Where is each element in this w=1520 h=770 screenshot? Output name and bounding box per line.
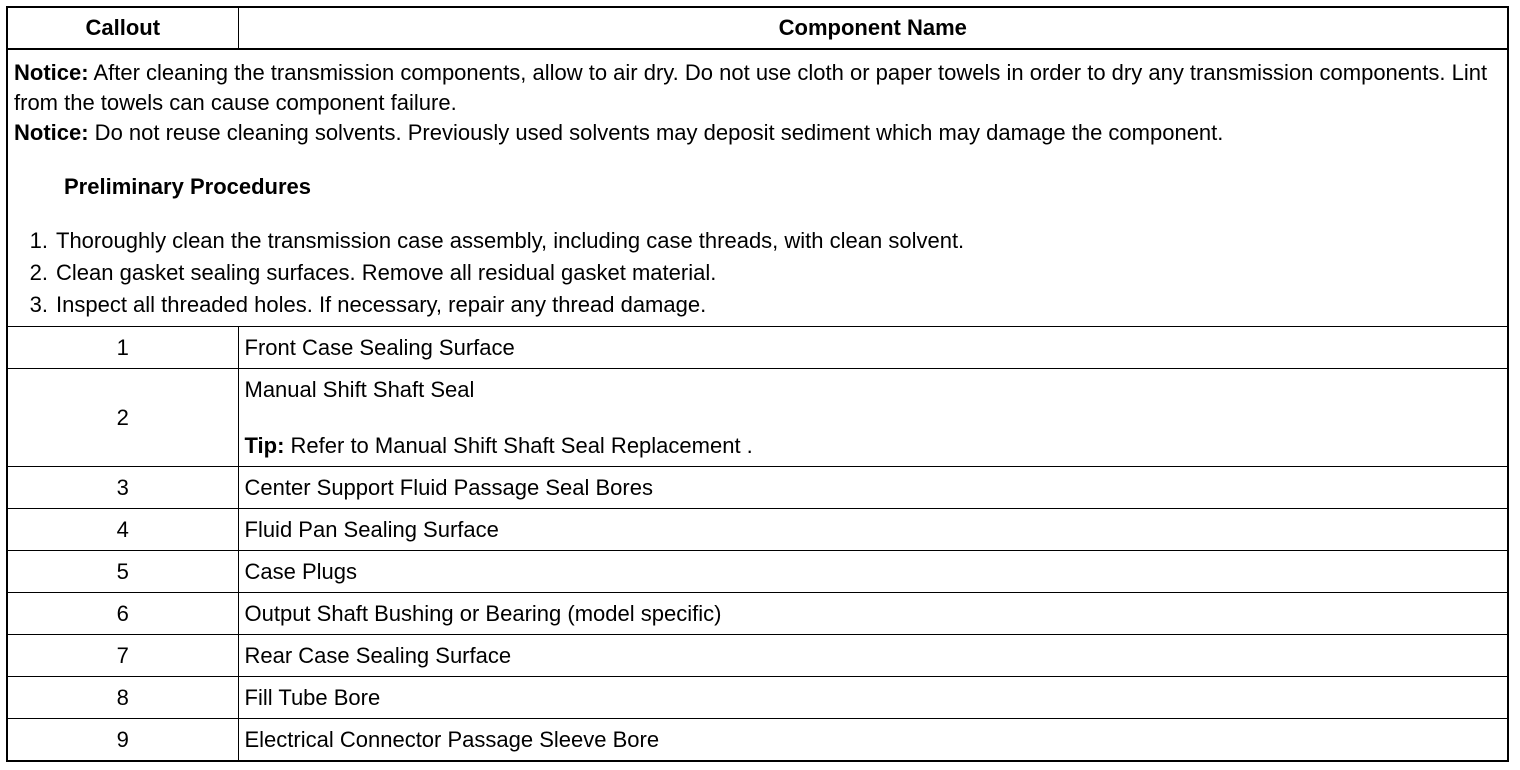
notice-2	[14, 118, 1501, 148]
table-header-row	[7, 7, 1508, 49]
callout-cell: 8	[7, 677, 238, 719]
callout-cell: 1	[7, 327, 238, 369]
component-name-cell: Center Support Fluid Passage Seal Bores	[238, 467, 1508, 509]
tip-text: Refer to Manual Shift Shaft Seal Replacement .	[284, 432, 753, 458]
component-name-column-header: Component Name	[238, 7, 1508, 49]
component-name-cell: Fill Tube Bore	[238, 677, 1508, 719]
notice-1-label: Notice:	[14, 60, 89, 85]
component-name-cell: Rear Case Sealing Surface	[238, 635, 1508, 677]
callout-cell: 9	[7, 719, 238, 762]
procedure-steps	[14, 226, 1501, 320]
component-table-wrapper	[6, 6, 1507, 762]
spacer	[245, 405, 1502, 431]
callout-cell: 4	[7, 509, 238, 551]
component-name-cell	[238, 369, 1508, 467]
table-row	[7, 467, 1508, 509]
table-row	[7, 551, 1508, 593]
component-name-cell: Case Plugs	[238, 551, 1508, 593]
table-row	[7, 369, 1508, 467]
table-row	[7, 677, 1508, 719]
component-name-cell: Output Shaft Bushing or Bearing (model specific)	[238, 593, 1508, 635]
table-row	[7, 327, 1508, 369]
table-row	[7, 509, 1508, 551]
notice-cell	[7, 49, 1508, 327]
procedure-step	[14, 226, 1501, 256]
table-row	[7, 593, 1508, 635]
component-name: Manual Shift Shaft Seal	[244, 376, 475, 402]
procedure-step	[14, 290, 1501, 320]
notice-1-text: After cleaning the transmission components, allow to air dry. Do not use cloth or paper towels in order to dry any transmission components. Lint from the towels can cause component failure.	[14, 60, 1488, 115]
tip-line	[245, 431, 1502, 461]
step-number: 1.	[29, 228, 48, 253]
notice-row	[7, 49, 1508, 327]
component-name-cell: Electrical Connector Passage Sleeve Bore	[238, 719, 1508, 762]
procedure-step	[14, 258, 1501, 288]
notice-2-text: Do not reuse cleaning solvents. Previously used solvents may deposit sediment which may damage the component.	[88, 120, 1224, 145]
notice-1	[14, 58, 1501, 118]
step-text: Inspect all threaded holes. If necessary, repair any thread damage.	[56, 292, 707, 317]
step-number: 3.	[29, 292, 48, 317]
table-row	[7, 719, 1508, 762]
step-number: 2.	[29, 260, 48, 285]
step-text: Clean gasket sealing surfaces. Remove all residual gasket material.	[56, 260, 717, 285]
callout-column-header: Callout	[7, 7, 238, 49]
tip-label: Tip:	[244, 432, 285, 458]
table-row	[7, 635, 1508, 677]
component-table	[6, 6, 1509, 762]
component-name-cell: Fluid Pan Sealing Surface	[238, 509, 1508, 551]
callout-cell: 6	[7, 593, 238, 635]
component-name-cell: Front Case Sealing Surface	[238, 327, 1508, 369]
callout-cell: 3	[7, 467, 238, 509]
notice-2-label: Notice:	[14, 120, 89, 145]
callout-cell: 2	[7, 369, 238, 467]
preliminary-procedures-title: Preliminary Procedures	[64, 174, 312, 199]
callout-cell: 5	[7, 551, 238, 593]
callout-cell: 7	[7, 635, 238, 677]
step-text: Thoroughly clean the transmission case assembly, including case threads, with clean solvent.	[56, 228, 965, 253]
tip-block	[245, 375, 1502, 461]
